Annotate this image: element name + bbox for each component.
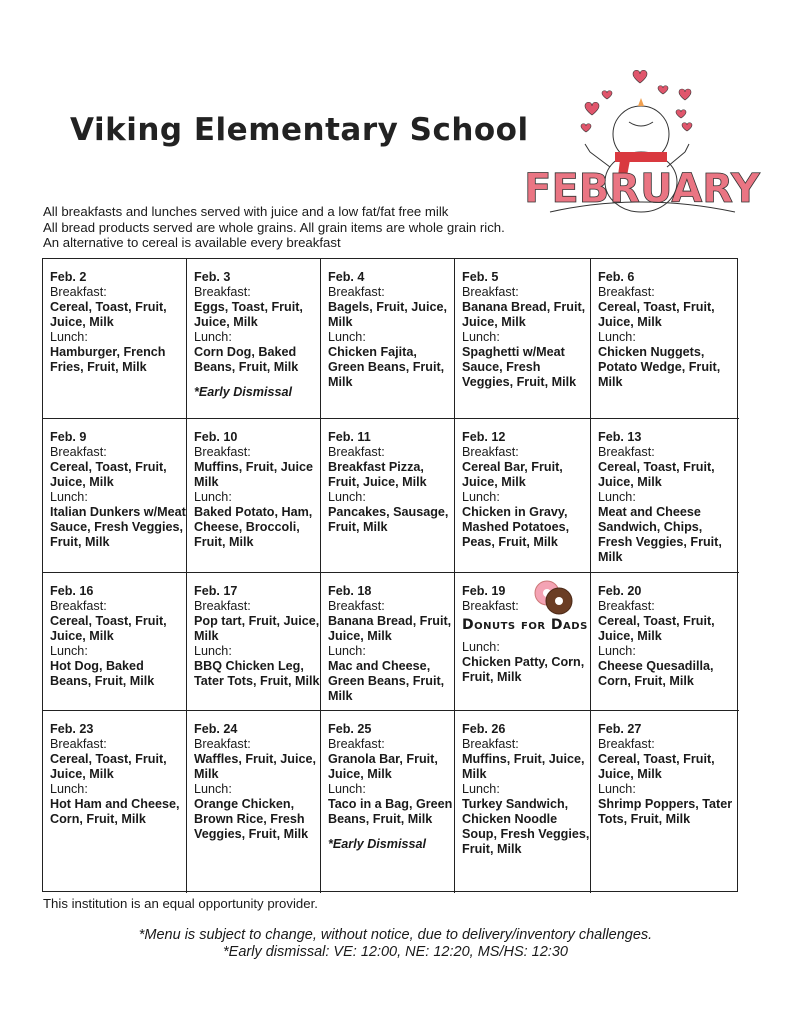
- breakfast-items: Cereal, Toast, Fruit, Juice, Milk: [50, 614, 167, 643]
- breakfast-label: Breakfast:: [462, 599, 519, 613]
- breakfast-label: Breakfast:: [50, 737, 107, 751]
- day-date: Feb. 4: [328, 270, 365, 284]
- breakfast-items: Banana Bread, Fruit, Juice, Milk: [328, 614, 452, 643]
- lunch-label: Lunch:: [194, 330, 232, 344]
- breakfast-items: Cereal, Toast, Fruit, Juice, Milk: [598, 300, 715, 329]
- lunch-items: Hot Dog, Baked Beans, Fruit, Milk: [50, 659, 155, 688]
- day-cell: [455, 259, 591, 419]
- lunch-items: Cheese Quesadilla, Corn, Fruit, Milk: [598, 659, 714, 688]
- breakfast-items: Granola Bar, Fruit, Juice, Milk: [328, 752, 438, 781]
- day-date: Feb. 3: [194, 270, 231, 284]
- lunch-label: Lunch:: [194, 782, 232, 796]
- day-date: Feb. 12: [462, 430, 506, 444]
- day-cell: [187, 573, 321, 711]
- breakfast-label: Breakfast:: [462, 445, 519, 459]
- breakfast-items: Bagels, Fruit, Juice, Milk: [328, 300, 447, 329]
- lunch-items: Italian Dunkers w/Meat Sauce, Fresh Veggies, Fruit, Milk: [50, 505, 186, 549]
- day-date: Feb. 6: [598, 270, 635, 284]
- lunch-label: Lunch:: [50, 782, 88, 796]
- day-cell: [187, 711, 321, 893]
- day-date: Feb. 25: [328, 722, 372, 736]
- breakfast-items: Cereal, Toast, Fruit, Juice, Milk: [50, 752, 167, 781]
- breakfast-label: Breakfast:: [598, 285, 655, 299]
- breakfast-items: Muffins, Fruit, Juice Milk: [194, 460, 313, 489]
- breakfast-items: Cereal, Toast, Fruit, Juice, Milk: [50, 300, 167, 329]
- day-cell: [321, 419, 455, 573]
- breakfast-label: Breakfast:: [598, 737, 655, 751]
- breakfast-label: Breakfast:: [50, 285, 107, 299]
- lunch-items: Chicken Fajita, Green Beans, Fruit, Milk: [328, 345, 445, 389]
- breakfast-label: Breakfast:: [194, 737, 251, 751]
- lunch-items: Taco in a Bag, Green Beans, Fruit, Milk: [328, 797, 453, 826]
- day-date: Feb. 2: [50, 270, 87, 284]
- footer-note: *Early dismissal: VE: 12:00, NE: 12:20, MS/HS: 12:30: [223, 944, 568, 960]
- lunch-label: Lunch:: [598, 782, 636, 796]
- lunch-items: Hamburger, French Fries, Fruit, Milk: [50, 345, 166, 374]
- lunch-label: Lunch:: [328, 644, 366, 658]
- page-title: Viking Elementary School: [70, 112, 529, 148]
- breakfast-items: Cereal, Toast, Fruit, Juice, Milk: [598, 460, 715, 489]
- breakfast-label: Breakfast:: [462, 285, 519, 299]
- footer-note: *Menu is subject to change, without notice, due to delivery/inventory challenges.: [138, 927, 653, 943]
- breakfast-items: Cereal, Toast, Fruit, Juice, Milk: [598, 614, 715, 643]
- day-date: Feb. 13: [598, 430, 642, 444]
- lunch-label: Lunch:: [194, 644, 232, 658]
- day-cell: [43, 711, 187, 893]
- intro-line: All breakfasts and lunches served with juice and a low fat/fat free milk: [43, 204, 449, 219]
- day-cell: [455, 419, 591, 573]
- intro-notes: [43, 204, 505, 251]
- day-date: Feb. 27: [598, 722, 642, 736]
- breakfast-label: Breakfast:: [328, 737, 385, 751]
- lunch-label: Lunch:: [50, 644, 88, 658]
- breakfast-items: Waffles, Fruit, Juice, Milk: [194, 752, 316, 781]
- lunch-label: Lunch:: [598, 330, 636, 344]
- intro-line: An alternative to cereal is available every breakfast: [43, 235, 341, 250]
- breakfast-items: Eggs, Toast, Fruit, Juice, Milk: [194, 300, 303, 329]
- breakfast-label: Breakfast:: [328, 599, 385, 613]
- lunch-items: Hot Ham and Cheese, Corn, Fruit, Milk: [50, 797, 180, 826]
- early-dismissal-note: *Early Dismissal: [194, 385, 293, 399]
- february-art-text: FEBRUARY: [524, 166, 760, 212]
- early-dismissal-note: *Early Dismissal: [328, 837, 427, 851]
- breakfast-label: Breakfast:: [598, 599, 655, 613]
- breakfast-label: Breakfast:: [328, 445, 385, 459]
- lunch-items: Chicken Patty, Corn, Fruit, Milk: [462, 655, 585, 684]
- lunch-items: Mac and Cheese, Green Beans, Fruit, Milk: [328, 659, 445, 703]
- lunch-label: Lunch:: [462, 640, 500, 654]
- day-date: Feb. 26: [462, 722, 506, 736]
- lunch-items: Baked Potato, Ham, Cheese, Broccoli, Fruit, Milk: [194, 505, 313, 549]
- day-cell: [321, 711, 455, 893]
- lunch-items: BBQ Chicken Leg, Tater Tots, Fruit, Milk: [194, 659, 320, 688]
- lunch-label: Lunch:: [598, 644, 636, 658]
- day-date: Feb. 10: [194, 430, 238, 444]
- lunch-label: Lunch:: [462, 490, 500, 504]
- lunch-items: Orange Chicken, Brown Rice, Fresh Veggies, Fruit, Milk: [194, 797, 309, 841]
- day-date: Feb. 24: [194, 722, 238, 736]
- lunch-label: Lunch:: [328, 330, 366, 344]
- breakfast-items: Cereal, Toast, Fruit, Juice, Milk: [50, 460, 167, 489]
- day-cell: [321, 259, 455, 419]
- day-date: Feb. 19: [462, 584, 506, 598]
- lunch-label: Lunch:: [50, 490, 88, 504]
- breakfast-label: Breakfast:: [462, 737, 519, 751]
- menu-calendar-grid: [42, 258, 738, 892]
- lunch-label: Lunch:: [50, 330, 88, 344]
- day-date: Feb. 11: [328, 430, 371, 444]
- breakfast-label: Breakfast:: [50, 445, 107, 459]
- breakfast-label: Breakfast:: [328, 285, 385, 299]
- day-cell: [455, 573, 591, 711]
- day-cell: [43, 419, 187, 573]
- breakfast-items: Breakfast Pizza, Fruit, Juice, Milk: [328, 460, 427, 489]
- lunch-items: Spaghetti w/Meat Sauce, Fresh Veggies, Fruit, Milk: [462, 345, 577, 389]
- day-cell: [591, 573, 739, 711]
- day-date: Feb. 18: [328, 584, 372, 598]
- day-date: Feb. 20: [598, 584, 642, 598]
- day-cell: [321, 573, 455, 711]
- day-cell: [455, 711, 591, 893]
- lunch-items: Corn Dog, Baked Beans, Fruit, Milk: [194, 345, 299, 374]
- lunch-items: Pancakes, Sausage, Fruit, Milk: [328, 505, 449, 534]
- breakfast-label: Breakfast:: [194, 285, 251, 299]
- day-cell: [591, 711, 739, 893]
- breakfast-items: Muffins, Fruit, Juice, Milk: [462, 752, 585, 781]
- breakfast-items: Banana Bread, Fruit, Juice, Milk: [462, 300, 586, 329]
- breakfast-label: Breakfast:: [194, 445, 251, 459]
- lunch-label: Lunch:: [328, 782, 366, 796]
- day-cell: [591, 259, 739, 419]
- lunch-label: Lunch:: [194, 490, 232, 504]
- special-event-donuts-for-dads: Donuts for Dads: [462, 617, 588, 633]
- equal-opportunity-statement: This institution is an equal opportunity provider.: [43, 896, 318, 911]
- lunch-items: Shrimp Poppers, Tater Tots, Fruit, Milk: [598, 797, 733, 826]
- intro-line: All bread products served are whole grains. All grain items are whole grain rich.: [43, 219, 505, 235]
- lunch-label: Lunch:: [462, 330, 500, 344]
- day-cell: [43, 573, 187, 711]
- lunch-items: Turkey Sandwich, Chicken Noodle Soup, Fresh Veggies, Fruit, Milk: [462, 797, 590, 856]
- breakfast-label: Breakfast:: [50, 599, 107, 613]
- february-snowman-art: [524, 62, 760, 222]
- day-date: Feb. 23: [50, 722, 94, 736]
- footer-notes: [0, 927, 791, 961]
- day-date: Feb. 9: [50, 430, 87, 444]
- breakfast-items: Cereal Bar, Fruit, Juice, Milk: [462, 460, 563, 489]
- lunch-items: Chicken in Gravy, Mashed Potatoes, Peas, Fruit, Milk: [462, 505, 570, 549]
- day-cell: [187, 419, 321, 573]
- lunch-label: Lunch:: [598, 490, 636, 504]
- lunch-items: Chicken Nuggets, Potato Wedge, Fruit, Milk: [598, 345, 721, 389]
- day-cell: [43, 259, 187, 419]
- lunch-label: Lunch:: [462, 782, 500, 796]
- breakfast-label: Breakfast:: [598, 445, 655, 459]
- donut-icon: [531, 579, 577, 615]
- day-cell: [591, 419, 739, 573]
- day-date: Feb. 5: [462, 270, 499, 284]
- day-cell: [187, 259, 321, 419]
- lunch-label: Lunch:: [328, 490, 366, 504]
- breakfast-items: Pop tart, Fruit, Juice, Milk: [194, 614, 320, 643]
- day-date: Feb. 17: [194, 584, 238, 598]
- lunch-items: Meat and Cheese Sandwich, Chips, Fresh Veggies, Fruit, Milk: [598, 505, 722, 564]
- breakfast-items: Cereal, Toast, Fruit, Juice, Milk: [598, 752, 715, 781]
- breakfast-label: Breakfast:: [194, 599, 251, 613]
- day-date: Feb. 16: [50, 584, 94, 598]
